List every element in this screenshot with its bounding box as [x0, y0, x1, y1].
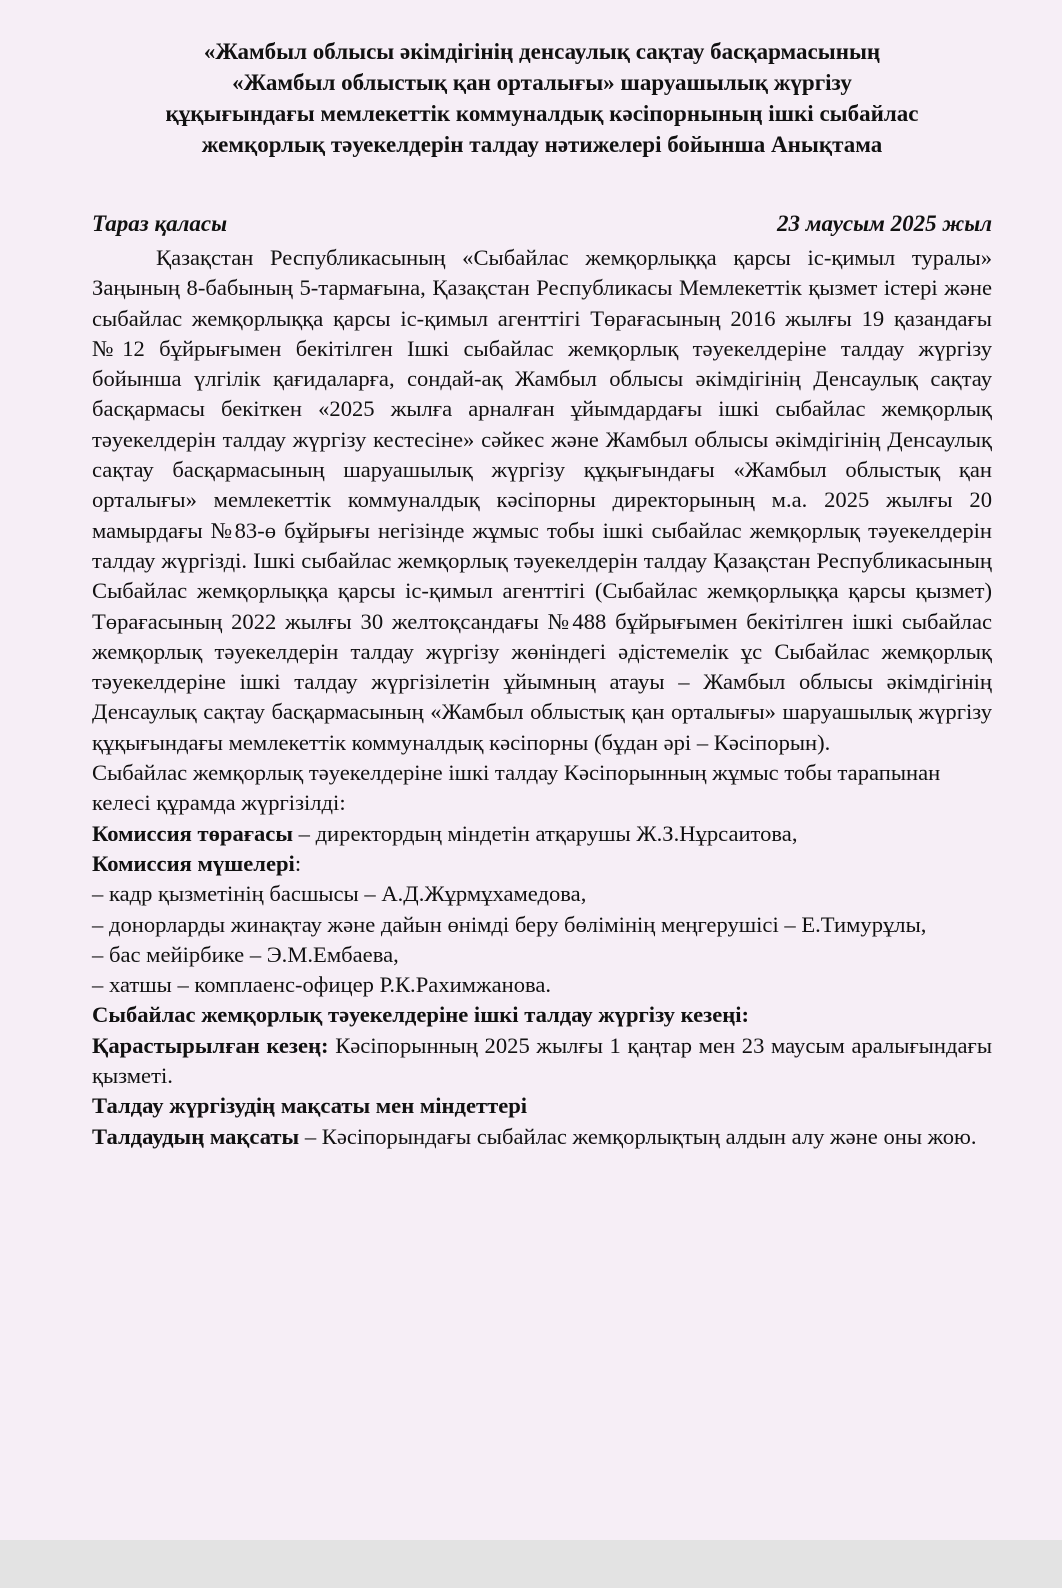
list-item: – кадр қызметінің басшысы – А.Д.Жұрмұхамедова,: [92, 881, 587, 907]
members-list: [92, 879, 992, 1000]
title-line: «Жамбыл облыстық қан орталығы» шаруашылық жүргізу: [232, 70, 852, 95]
document-title: [92, 36, 992, 160]
list-item: – донорларды жинақтау және дайын өнімді беру бөлімінің меңгерушісі – Е.Тимурұлы,: [92, 911, 927, 937]
commission-chair: [92, 819, 992, 849]
period-heading: Сыбайлас жемқорлық тәуекелдеріне ішкі талдау жүргізу кезеңі:: [92, 1002, 750, 1028]
period-text: Кәсіпорынның 2025 жылғы 1 қаңтар мен 23 маусым аралығындағы қызметі.: [92, 1032, 992, 1089]
goal-label: Талдаудың мақсаты: [92, 1123, 300, 1149]
goal-paragraph: [92, 1122, 992, 1152]
chair-label: Комиссия төрағасы: [92, 820, 293, 846]
list-item: – бас мейірбике – Э.М.Ембаева,: [92, 941, 399, 967]
workgroup-paragraph: Сыбайлас жемқорлық тәуекелдеріне ішкі талдау Кәсіпорынның жұмыс тобы тарапынан келесі құрамда жүргізілді:: [92, 760, 941, 816]
title-line: құқығындағы мемлекеттік коммуналдық кәсіпорнының ішкі сыбайлас: [165, 101, 919, 126]
period-paragraph: [92, 1031, 992, 1092]
commission-members-heading: [92, 849, 992, 879]
goal-text: – Кәсіпорындағы сыбайлас жемқорлықтың алдын алу және оны жою.: [299, 1123, 977, 1149]
date: 23 маусым 2025 жыл: [777, 211, 992, 236]
period-label: Қарастырылған кезең:: [92, 1032, 329, 1058]
chair-text: – директордың міндетін атқарушы Ж.З.Нұрсаитова,: [292, 820, 798, 846]
title-line: «Жамбыл облысы әкімдігінің денсаулық сақтау басқармасының: [203, 39, 881, 64]
bottom-strip: [0, 1540, 1062, 1588]
place: Тараз қаласы: [92, 211, 228, 236]
members-label: Комиссия мүшелері: [92, 850, 295, 876]
list-item: – хатшы – комплаенс-офицер Р.К.Рахимжанова.: [92, 972, 552, 998]
title-line: жемқорлық тәуекелдерін талдау нәтижелері бойынша Анықтама: [201, 132, 883, 157]
document-body: [92, 36, 992, 1152]
intro-paragraph: Қазақстан Республикасының «Сыбайлас жемқорлыққа қарсы іс-қимыл туралы» Заңының 8-бабының 5-тармағына, Қазақстан Республикасы Мемлекеттік қызмет істері және сыбайлас жемқорлыққа қарсы іс-қимыл агенттігі Төрағасының 2016 жылғы 19 қазандағы №12 бұйрығымен бекітілген Ішкі сыбайлас жемқорлық тәуекелдеріне талдау жүргізу бойынша үлгілік қағидаларға, сондай-ақ Жамбыл облысы әкімдігінің Денсаулық сақтау басқармасы бекіткен «2025 жылға арналған ұйымдардағы ішкі сыбайлас жемқорлық тәуекелдерін талдау жүргізу кестесіне» сәйкес және Жамбыл облысы әкімдігінің Денсаулық сақтау басқармасының шаруашылық жүргізу құқығындағы «Жамбыл облыстық қан орталығы» мемлекеттік коммуналдық кәсіпорны директорының м.а. 2025 жылғы 20 мамырдағы №83-ө бұйрығы негізінде жұмыс тобы ішкі сыбайлас жемқорлық тәуекелдерін талдау жүргізді. Ішкі сыбайлас жемқорлық тәуекелдерін талдау Қазақстан Республикасының Сыбайлас жемқорлыққа қарсы іс-қимыл агенттігі (Сыбайлас жемқорлыққа қарсы қызмет) Төрағасының 2022 жылғы 30 желтоқсандағы №488 бұйрығымен бекітілген ішкі сыбайлас жемқорлық тәуекелдерін талдау жүргізу жөніндегі әдістемелік ұс Сыбайлас жемқорлық тәуекелдеріне ішкі талдау жүргізілетін ұйымның атауы – Жамбыл облысы әкімдігінің Денсаулық сақтау басқармасының «Жамбыл облыстық қан орталығы» шаруашылық жүргізу құқығындағы мемлекеттік коммуналдық кәсіпорны (бұдан әрі – Кәсіпорын).: [92, 245, 992, 755]
goals-heading: Талдау жүргізудің мақсаты мен міндеттері: [92, 1093, 528, 1119]
members-colon: :: [294, 850, 302, 876]
place-date-row: [92, 209, 992, 243]
